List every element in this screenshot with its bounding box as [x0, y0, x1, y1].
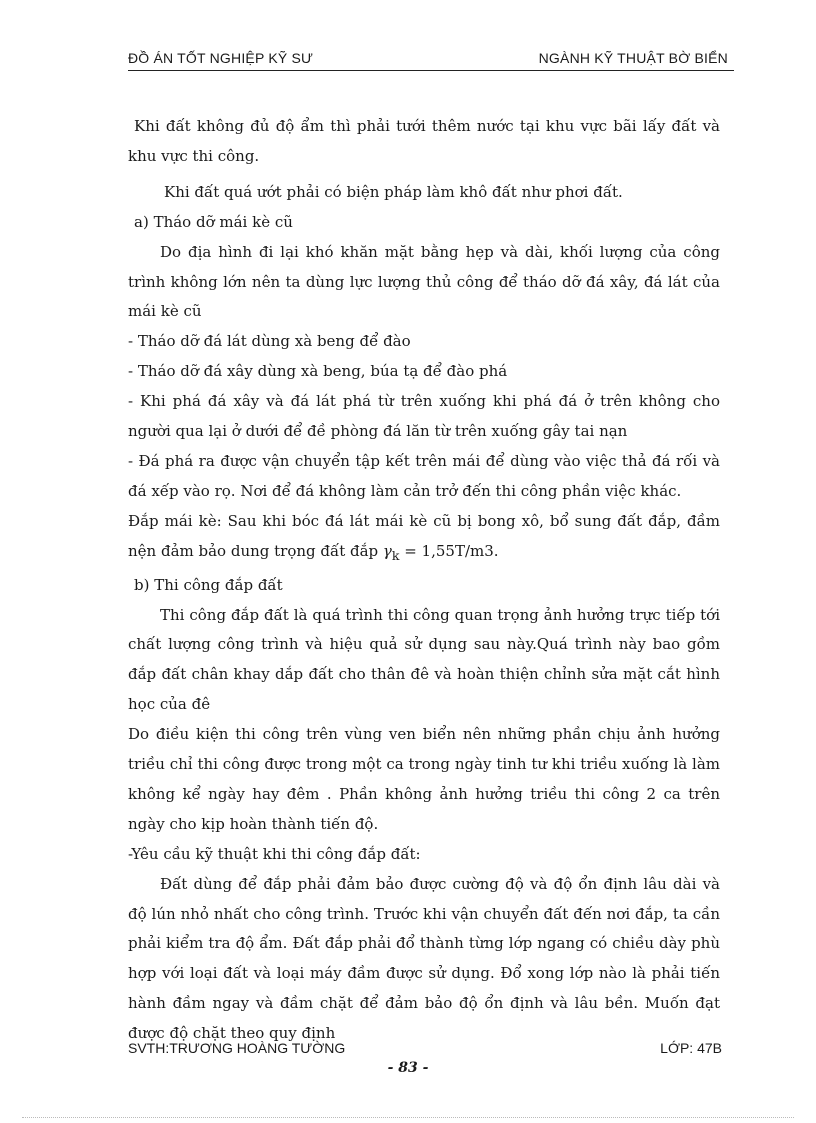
page-body [128, 112, 720, 1049]
embankment-value: = 1,55T/m3. [399, 541, 499, 560]
bullet-3: - Khi phá đá xây và đá lát phá từ trên xuống khi phá đá ở trên không cho người qua lại ở dưới để đề phòng đá lăn từ trên xuống gây tai nạn [128, 392, 720, 441]
header-right-title: NGÀNH KỸ THUẬT BỜ BIỂN [538, 50, 728, 66]
page-footer [128, 1040, 722, 1060]
page-number: - 83 - [387, 1060, 429, 1076]
footer-student: SVTH:TRƯƠNG HOÀNG TƯỜNG [128, 1040, 346, 1056]
gamma-symbol: γ [382, 541, 392, 560]
bullet-1: - Tháo dỡ đá lát dùng xà beng để đào [128, 332, 411, 351]
paragraph-tide-conditions: Do điều kiện thi công trên vùng ven biển nên những phần chịu ảnh hưởng triều chỉ thi công được trong một ca trong ngày tinh tư khi triều xuống là làm không kể ngày hay đêm . Phần không ảnh hưởng triều thi công 2 ca trên ngày cho kịp hoàn thành tiến độ. [128, 725, 720, 833]
gamma-subscript: k [391, 547, 400, 563]
paragraph-requirements: Đất dùng để đắp phải đảm bảo được cường độ và độ ổn định lâu dài và độ lún nhỏ nhất cho công trình. Trước khi vận chuyển đất đến nơi đắp, ta cần phải kiểm tra độ ẩm. Đất đắp phải đổ thành từng lớp ngang có chiều dày phù hợp với loại đất và loại máy đầm được sử dụng. Đổ xong lớp nào là phải tiến hành đầm ngay và đầm chặt để đảm bảo độ ổn định và lâu bền. Muốn đạt được độ chặt theo quy định [128, 874, 720, 1043]
footer-class: LỚP: 47B [660, 1040, 722, 1056]
paragraph-dismantle: Do địa hình đi lại khó khăn mặt bằng hẹp và dài, khối lượng của công trình không lớn nên ta dùng lực lượng thủ công để tháo dỡ đá xây, đá lát của mái kè cũ [128, 242, 720, 321]
heading-a: a) Tháo dỡ mái kè cũ [134, 212, 293, 231]
bullet-4: - Đá phá ra được vận chuyển tập kết trên mái để dùng vào việc thả đá rối và đá xếp vào rọ. Nơi để đá không làm cản trở đến thi công phần việc khác. [128, 451, 720, 500]
paragraph-earthwork: Thi công đắp đất là quá trình thi công quan trọng ảnh hưởng trực tiếp tới chất lượng công trình và hiệu quả sử dụng sau này.Quá trình này bao gồm đắp đất chân khay dắp đất cho thân đê và hoàn thiện chỉnh sửa mặt cắt hình học của đê [128, 605, 720, 714]
heading-b: b) Thi công đắp đất [134, 575, 283, 594]
bullet-2: - Tháo dỡ đá xây dùng xà beng, búa tạ để đào phá [128, 362, 508, 381]
paragraph-soil-moisture: Khi đất không đủ độ ẩm thì phải tưới thêm nước tại khu vực bãi lấy đất và khu vực thi công. [128, 117, 720, 165]
page-header [128, 48, 734, 71]
paragraph-requirements-heading: -Yêu cầu kỹ thuật khi thi công đắp đất: [128, 844, 421, 863]
page-bottom-divider [22, 1117, 794, 1118]
header-left-title: ĐỒ ÁN TỐT NGHIỆP KỸ SƯ [128, 50, 314, 66]
embankment-text: Đắp mái kè: Sau khi bóc đá lát mái kè cũ bị bong xô, bổ sung đất đắp, đầm nện đảm bảo dung trọng đất đắp [128, 511, 720, 560]
paragraph-embankment [128, 507, 720, 571]
paragraph-soil-drying: Khi đất quá ướt phải có biện pháp làm khô đất như phơi đất. [164, 182, 623, 201]
